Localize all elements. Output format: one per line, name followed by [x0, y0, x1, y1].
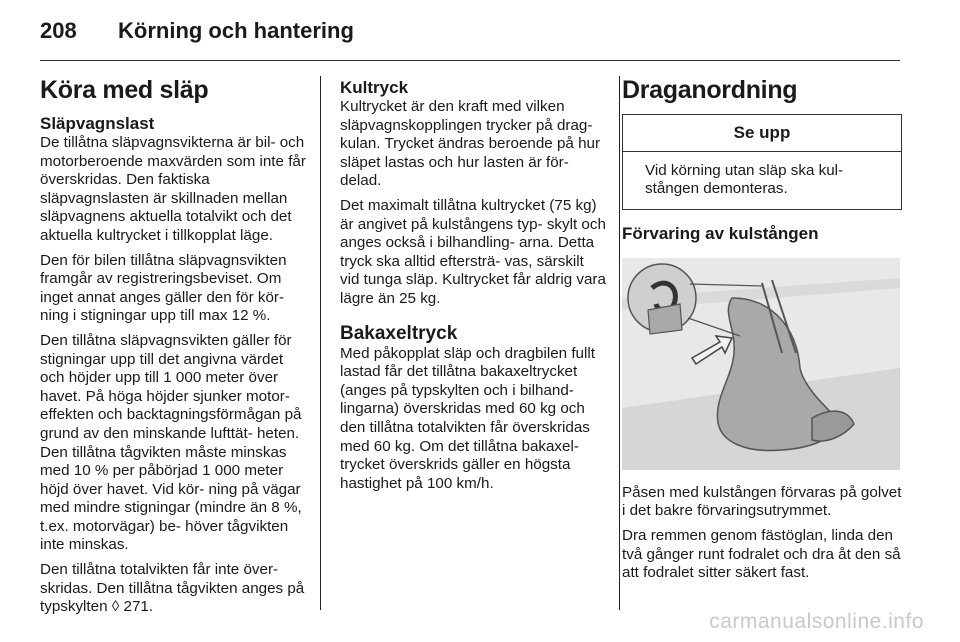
- page-number: 208: [40, 18, 77, 43]
- column-divider: [619, 76, 620, 610]
- paragraph: Påsen med kulstången förvaras på golvet i det bakre förvaringsutrymmet.: [622, 483, 902, 520]
- page-header: [40, 18, 354, 44]
- paragraph: Den tillåtna släpvagnsvikten gäller för stigningar upp till det angivna värdet och höjder upp till 1 000 meter över havet. På höga höjder sjunker motor- effekten och backtagningsförmågan på grund av den minskande lufttät- heten. Den tillåtna tågvikten måste minskas med 10 % per påbörjad 1 000 meter höjd över havet. Vid kör- ning på vägar med mindre stigningar (mindre än 8 %, t.ex. motorvägar) be- höver tågvikten inte minskas.: [40, 331, 302, 554]
- paragraph: Dra remmen genom fästöglan, linda den två gånger runt fodralet och dra åt den så att fodralet sitter säkert fast.: [622, 526, 901, 582]
- chapter-title: Körning och hantering: [118, 18, 354, 43]
- paragraph: Den för bilen tillåtna släpvagnsvikten framgår av registreringsbeviset. Om inget annat anges gäller den för kör- ning i stigningar upp till max 12 %.: [40, 251, 287, 325]
- header-rule: [40, 60, 900, 61]
- column-1: [40, 76, 306, 623]
- caution-box: [622, 114, 902, 210]
- subsection-trailer-load: Släpvagnslast: [40, 114, 155, 133]
- page-reference-icon: ◊: [111, 598, 120, 616]
- paragraph: Det maximalt tillåtna kultrycket (75 kg) är angivet på kulstångens typ- skylt och anges också i bilhandling- arna. Detta tryck ska alltid eftersträ- vas, särskilt vid tunga släp. Kultrycket får aldrig vara lägre än 25 kg.: [340, 196, 606, 307]
- paragraph: De tillåtna släpvagnsvikterna är bil- och motorberoende maxvärden som inte får överskridas. Den faktiska släpvagnslasten är skillnaden mellan släpvagnens aktuella totalvikt och det aktuella kultrycket i tillkopplat läge.: [40, 134, 306, 244]
- paragraph-text: Den tillåtna totalvikten får inte över- skridas. Den tillåtna tågvikten anges på typskylten: [40, 561, 305, 616]
- column-3: [622, 76, 902, 589]
- column-2: [340, 78, 606, 499]
- paragraph: Med påkopplat släp och dragbilen fullt lastad får det tillåtna bakaxeltrycket (anges på typskylten och i bilhand- lingarna) överskridas med 60 kg och den tillåtna totalvikten får överskridas med 60 kg. Om det tillåtna bakaxel- trycket överskrids gäller en högsta hastighet på 100 km/h.: [340, 344, 595, 492]
- subsection-storage: Förvaring av kulstången: [622, 223, 819, 243]
- caution-text: Vid körning utan släp ska kul- stången demonteras.: [645, 161, 844, 198]
- section-title-towbar: Draganordning: [622, 76, 798, 104]
- section-title-towing: Köra med släp: [40, 76, 209, 104]
- column-divider: [320, 76, 321, 610]
- page-reference-link[interactable]: 271.: [123, 598, 154, 616]
- subsection-ball-pressure: Kultryck: [340, 78, 409, 97]
- paragraph: [40, 561, 306, 617]
- watermark: carmanualsonline.info: [709, 610, 924, 633]
- towbar-storage-illustration: [622, 258, 900, 470]
- caution-title: Se upp: [623, 115, 901, 152]
- paragraph: Kultrycket är den kraft med vilken släpvagnskopplingen trycker på drag- kulan. Trycket ändras beroende på hur släpet lastas och hur lasten är för- delad.: [340, 98, 601, 190]
- subsection-rear-axle-pressure: Bakaxeltryck: [340, 322, 458, 344]
